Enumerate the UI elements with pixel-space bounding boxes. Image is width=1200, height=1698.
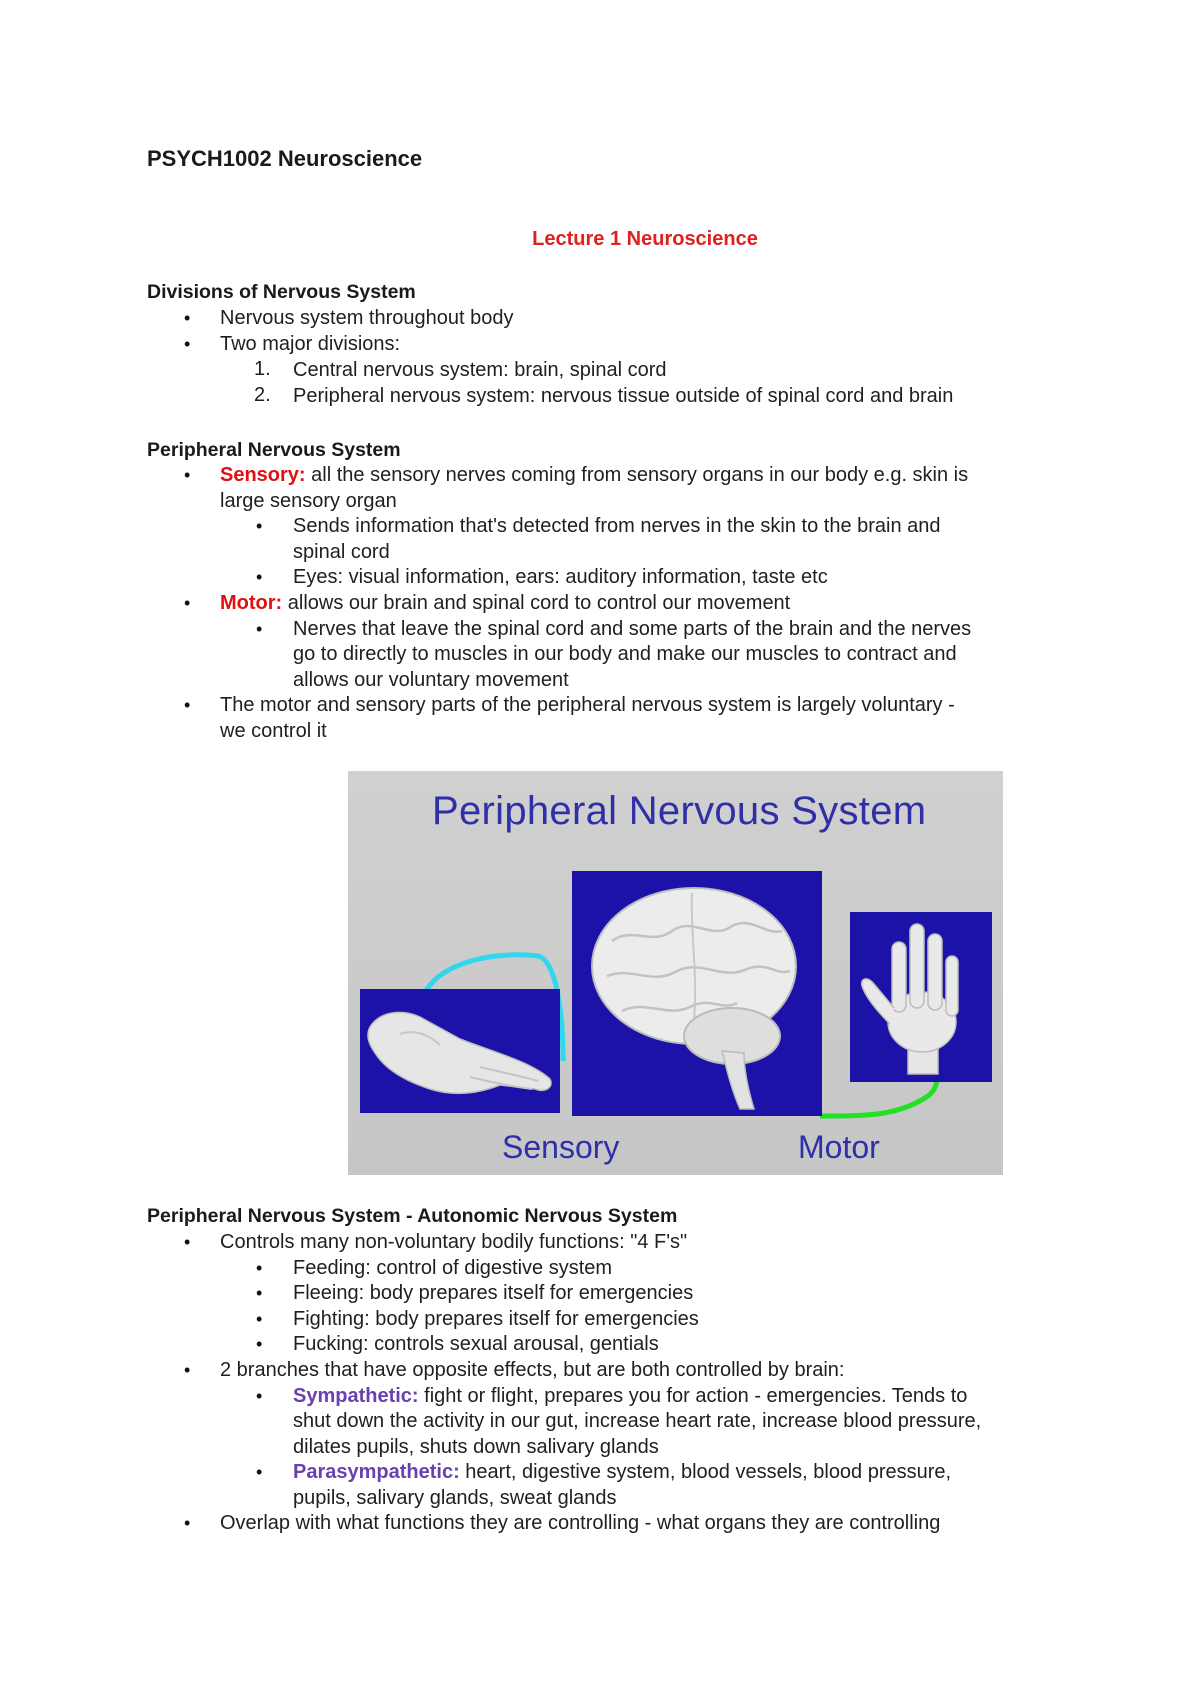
- motor-label: Motor:: [220, 592, 283, 614]
- bullet-icon: •: [184, 465, 191, 485]
- bullet-icon: •: [256, 1309, 263, 1329]
- bullet-icon: •: [256, 1334, 263, 1354]
- list-item: The motor and sensory parts of the peripheral nervous system is largely voluntary -: [220, 694, 955, 716]
- sensory-label: Sensory:: [220, 464, 306, 486]
- bullet-icon: •: [184, 695, 191, 715]
- numbered-item: Peripheral nervous system: nervous tissue outside of spinal cord and brain: [293, 385, 954, 407]
- sub-list-item-continuation: pupils, salivary glands, sweat glands: [293, 1487, 617, 1509]
- list-item: Controls many non-voluntary bodily functions: "4 F's": [220, 1231, 688, 1253]
- list-item: Overlap with what functions they are controlling - what organs they are controlling: [220, 1512, 941, 1534]
- parasympathetic-label: Parasympathetic:: [293, 1461, 460, 1483]
- sub-list-item-continuation: spinal cord: [293, 541, 390, 563]
- sympathetic-label: Sympathetic:: [293, 1385, 419, 1407]
- bullet-icon: •: [256, 567, 263, 587]
- sensory-hand-panel: [360, 989, 560, 1113]
- section-heading-divisions: Divisions of Nervous System: [147, 281, 416, 303]
- bullet-icon: •: [256, 619, 263, 639]
- bullet-icon: •: [184, 308, 191, 328]
- motor-text: allows our brain and spinal cord to control our movement: [282, 592, 791, 614]
- list-item: Nervous system throughout body: [220, 307, 514, 329]
- bullet-icon: •: [256, 1258, 263, 1278]
- sub-list-item: Fucking: controls sexual arousal, gentials: [293, 1333, 659, 1355]
- numbered-item: Central nervous system: brain, spinal cord: [293, 359, 667, 381]
- sub-list-item: Sends information that's detected from nerves in the skin to the brain and: [293, 515, 941, 537]
- sympathetic-text: fight or flight, prepares you for action - emergencies. Tends to: [418, 1385, 968, 1407]
- raised-hand-icon: [850, 912, 992, 1082]
- sub-list-item: Fighting: body prepares itself for emergencies: [293, 1308, 699, 1330]
- open-hand-icon: [360, 989, 560, 1113]
- sub-list-item-continuation: dilates pupils, shuts down salivary glands: [293, 1436, 659, 1458]
- brain-icon: [572, 871, 822, 1116]
- list-number: 1.: [254, 358, 271, 380]
- motor-hand-panel: [850, 912, 992, 1082]
- bullet-icon: •: [256, 516, 263, 536]
- figure-label-sensory: Sensory: [502, 1129, 620, 1165]
- sub-list-item: Eyes: visual information, ears: auditory information, taste etc: [293, 566, 828, 588]
- figure-label-motor: Motor: [798, 1129, 880, 1165]
- bullet-icon: •: [184, 593, 191, 613]
- bullet-icon: •: [256, 1462, 263, 1482]
- sub-list-item-continuation: allows our voluntary movement: [293, 669, 569, 691]
- bullet-icon: •: [256, 1386, 263, 1406]
- figure-title: Peripheral Nervous System: [432, 789, 927, 833]
- sub-list-item: Feeding: control of digestive system: [293, 1257, 613, 1279]
- sub-list-item: Nerves that leave the spinal cord and some parts of the brain and the nerves: [293, 618, 972, 640]
- section-heading-peripheral: Peripheral Nervous System: [147, 439, 401, 461]
- bullet-icon: •: [184, 1360, 191, 1380]
- brain-panel: [572, 871, 822, 1116]
- section-heading-autonomic: Peripheral Nervous System - Autonomic Nervous System: [147, 1205, 678, 1227]
- sub-list-item-continuation: shut down the activity in our gut, increase heart rate, increase blood pressure,: [293, 1410, 982, 1432]
- list-number: 2.: [254, 384, 271, 406]
- bullet-icon: •: [184, 1232, 191, 1252]
- sub-list-item-sympathetic: [293, 1384, 967, 1409]
- sub-list-item: Fleeing: body prepares itself for emergencies: [293, 1282, 694, 1304]
- sub-list-item-parasympathetic: [293, 1460, 951, 1485]
- list-item: 2 branches that have opposite effects, but are both controlled by brain:: [220, 1359, 845, 1381]
- sensory-text: all the sensory nerves coming from sensory organs in our body e.g. skin is: [305, 464, 969, 486]
- bullet-icon: •: [256, 1283, 263, 1303]
- bullet-icon: •: [184, 334, 191, 354]
- list-item-continuation: large sensory organ: [220, 490, 397, 512]
- parasympathetic-text: heart, digestive system, blood vessels, blood pressure,: [459, 1461, 952, 1483]
- lecture-title: Lecture 1 Neuroscience: [532, 228, 758, 250]
- sub-list-item-continuation: go to directly to muscles in our body and make our muscles to contract and: [293, 643, 957, 665]
- bullet-icon: •: [184, 1513, 191, 1533]
- list-item: Two major divisions:: [220, 333, 401, 355]
- list-item-continuation: we control it: [220, 720, 327, 742]
- list-item-sensory: [220, 463, 968, 488]
- list-item-motor: [220, 591, 790, 616]
- document-title: PSYCH1002 Neuroscience: [147, 146, 423, 171]
- peripheral-nervous-system-figure: [348, 771, 1003, 1175]
